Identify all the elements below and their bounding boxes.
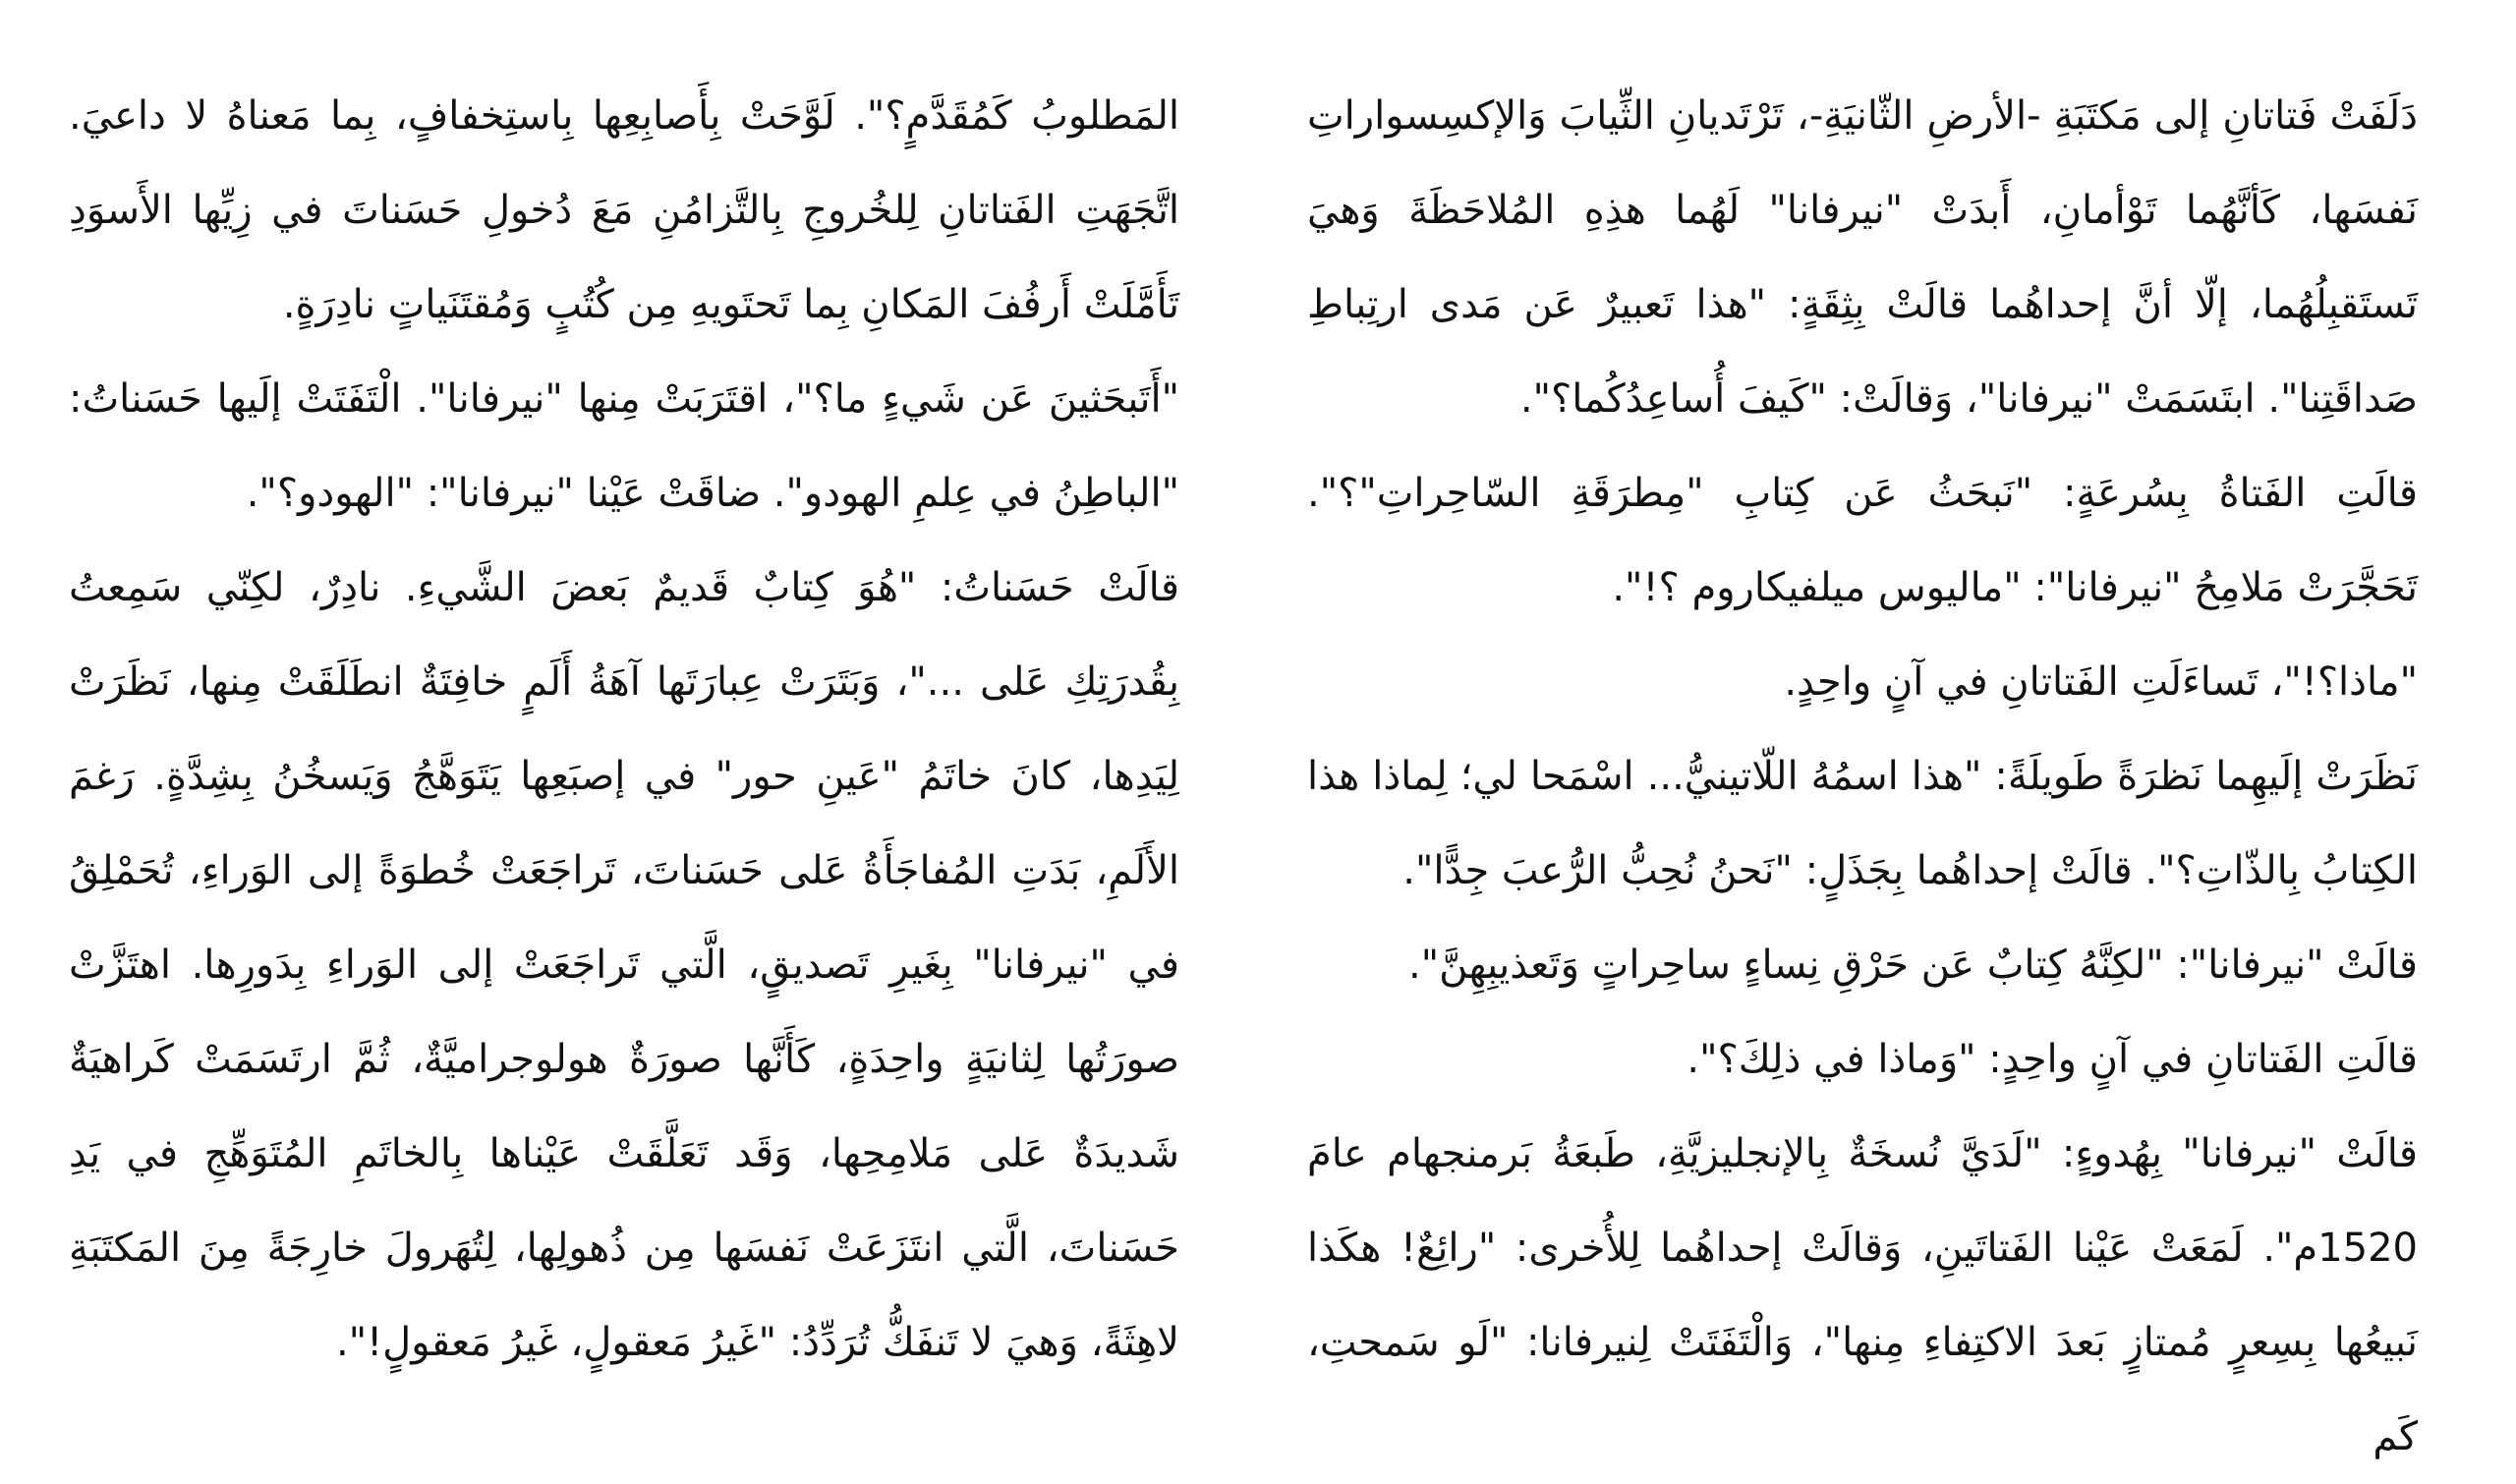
- paragraph: قالَتِ الفَتاتانِ في آنٍ واحِدٍ: "وَماذا في ذلِكَ؟".: [1687, 1037, 2418, 1082]
- paragraph: المَطلوبُ كَمُقَدَّمٍ؟". لَوَّحَتْ بِأَصابِعِها بِاستِخفافٍ، بِما مَعناهُ لا داعيَ. اتَّجَهَتِ الفَتاتانِ لِلخُروجِ بِالتَّزامُنِ مَعَ دُخولِ حَسَناتَ في زِيِّها الأَسوَدِ تَأَمَّلَتْ أَرفُفَ المَكانِ بِما تَحتَويهِ مِن كُتُبٍ وَمُقتَنَياتٍ نادِرَةٍ.: [69, 93, 1179, 327]
- paragraph: "ماذا؟!"، تَساءَلَتِ الفَتاتانِ في آنٍ واحِدٍ.: [1784, 659, 2418, 705]
- paragraph: "أَتَبحَثينَ عَن شَيءٍ ما؟"، اقتَرَبَتْ مِنها "نيرفانا". الْتَفَتَتْ إلَيها حَسَناتُ: "الباطِنُ في عِلمِ الهودو". ضاقَتْ عَيْنا "نيرفانا": "الهودو؟".: [69, 376, 1179, 516]
- paragraph: قالَتْ حَسَناتُ: "هُوَ كِتابٌ قَديمٌ بَعضَ الشَّيءِ. نادِرٌ، لكِنّي سَمِعتُ بِقُدرَتِكِ عَلى ..."، وَبَتَرَتْ عِبارَتَها آهَةُ أَلَمٍ خافِتَةٌ انطَلَقَتْ مِنها، نَظَرَتْ لِيَدِها، كانَ خاتَمُ "عَينِ حور" في إصبَعِها يَتَوَهَّجُ وَيَسخُنُ بِشِدَّةٍ. رَغمَ الأَلَمِ، بَدَتِ المُفاجَأَةُ عَلى حَسَناتَ، تَراجَعَتْ خُطوَةً إلى الوَراءِ، تُحَمْلِقُ في "نيرفانا" بِغَيرِ تَصديقٍ، الَّتي تَراجَعَتْ إلى الوَراءِ بِدَورِها. اهتَزَّتْ صورَتُها لِثانيَةٍ واحِدَةٍ، كَأَنَّها صورَةٌ هولوجراميَّةٌ، ثُمَّ ارتَسَمَتْ كَراهيَةٌ شَديدَةٌ عَلى مَلامِحِها، وَقَد تَعَلَّقَتْ عَيْناها بِالخاتَمِ المُتَوَهِّجِ في يَدِ حَسَناتَ، الَّتي انتَزَعَتْ نَفسَها مِن ذُهولِها، لِتُهَرولَ خارِجَةً مِنَ المَكتَبَةِ لاهِثَةً، وَهيَ لا تَنفَكُّ تُرَدِّدُ: "غَيرُ مَعقولٍ، غَيرُ مَعقولٍ!".: [69, 565, 1179, 1365]
- right-page-column: [1307, 69, 2418, 1484]
- paragraph: قالَتْ "نيرفانا": "لكِنَّهُ كِتابٌ عَن حَرْقِ نِساءٍ ساحِراتٍ وَتَعذيبِهِنَّ".: [1408, 942, 2418, 988]
- paragraph: قالَتِ الفَتاةُ بِسُرعَةٍ: "نَبحَثُ عَن كِتابِ "مِطرَقَةِ السّاحِراتِ"؟". تَحَجَّرَتْ مَلامِحُ "نيرفانا": "ماليوس ميلفيكاروم ؟!".: [1307, 471, 2418, 610]
- paragraph: دَلَفَتْ فَتاتانِ إلى مَكتَبَةِ -الأرضِ الثّانيَةِ-، تَرْتَديانِ الثِّيابَ وَالإكسِسواراتِ نَفسَها، كَأنَّهُما تَوْأمانِ، أَبدَتْ "نيرفانا" لَهُما هذِهِ المُلاحَظَةَ وَهيَ تَستَقبِلُهُما، إلّا أنَّ إحداهُما قالَتْ بِثِقَةٍ: "هذا تَعبيرٌ عَن مَدى ارتِباطِ صَداقَتِنا". ابتَسَمَتْ "نيرفانا"، وَقالَتْ: "كَيفَ أُساعِدُكُما؟".: [1307, 93, 2418, 422]
- paragraph: نَظَرَتْ إلَيهِما نَظرَةً طَويلَةً: "هذا اسمُهُ اللّاتينيُّ... اسْمَحا لي؛ لِماذا هذا الكِتابُ بِالذّاتِ؟". قالَتْ إحداهُما بِجَذَلٍ: "نَحنُ نُحِبُّ الرُّعبَ جِدًّا".: [1307, 754, 2418, 893]
- paragraph: قالَتْ "نيرفانا" بِهُدوءٍ: "لَدَيَّ نُسخَةٌ بِالإنجليزيَّةِ، طَبعَةُ بَرمنجهام عامَ 1520م". لَمَعَتْ عَيْنا الفَتاتَينِ، وَقالَتْ إحداهُما لِلأُخرى: "رائِعٌ! هكَذا نَبيعُها بِسِعرٍ مُمتازٍ بَعدَ الاكتِفاءِ مِنها"، وَالْتَفَتَتْ لِنيرفانا: "لَو سَمحتِ، كَم: [1307, 1131, 2418, 1459]
- left-page-column: [69, 69, 1179, 1390]
